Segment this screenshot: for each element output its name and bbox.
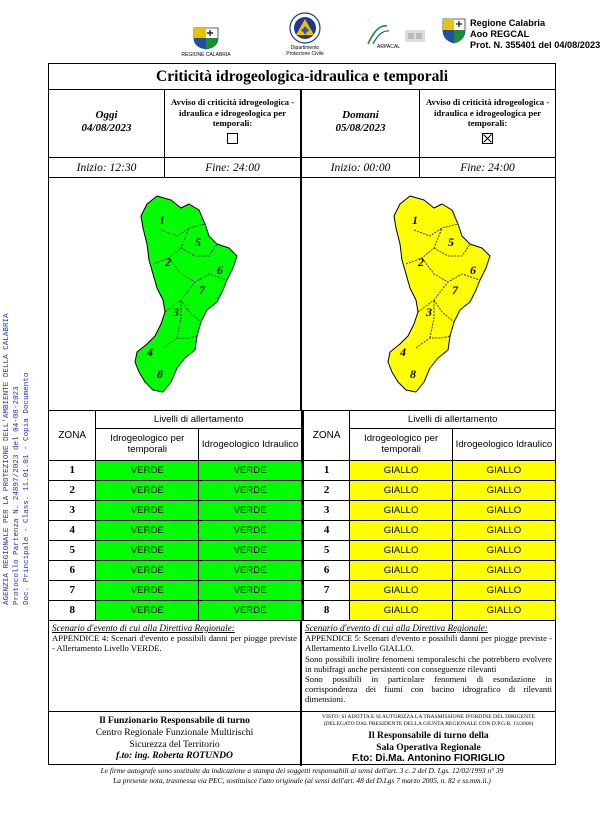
today-scenario-text: APPENDICE 4: Scenari d'evento e possibili danni per piogge previste - Allertamento Livello VERDE. <box>52 633 297 654</box>
page-header <box>0 0 600 62</box>
protezione-civile-logo <box>280 12 330 57</box>
tomorrow-zona-header: ZONA <box>303 411 350 460</box>
tomorrow-map-zone-label: 5 <box>448 235 454 249</box>
tomorrow-level-idraulico: GIALLO <box>452 480 555 500</box>
today-zone-row <box>49 500 302 520</box>
today-zone-row <box>49 600 302 620</box>
tomorrow-col-idraulico-header: Idrogeologico Idraulico <box>452 428 555 460</box>
footer-pec-note: La presente nota, trasmessa via PEC, sostituisce l'atto originale (ai sensi dell'art. 48 del D.Lgs 7 marzo 2005, n. 82 e ss.mm.ii.) <box>113 775 491 785</box>
today-zone-number: 7 <box>49 580 96 600</box>
today-zone-number: 6 <box>49 560 96 580</box>
tomorrow-map-zone-label: 3 <box>426 305 432 319</box>
today-start-time: Inizio: 12:30 <box>49 158 165 177</box>
tomorrow-level-temporali: GIALLO <box>350 520 453 540</box>
today-map-zone-label: 7 <box>199 283 205 297</box>
functionary-name: f.to: ing. Roberta ROTUNDO <box>116 750 233 761</box>
time-row <box>49 158 555 178</box>
tomorrow-zone-row <box>303 480 555 500</box>
functionary-center: Centro Regionale Funzionale Multirischi <box>95 727 254 738</box>
registry-protocol-block <box>442 18 600 51</box>
registry-text <box>470 18 600 51</box>
bulletin-frame <box>48 63 556 765</box>
today-date: 04/08/2023 <box>81 122 132 134</box>
sala-operativa-signature <box>302 712 555 766</box>
today-level-idraulico: VERDE <box>199 540 302 560</box>
tomorrow-avviso-text: Avviso di criticità idrogeologica - idraulica e idrogeologica per temporali: <box>425 97 550 128</box>
stamp-line-protocol: Protocollo Partenza N. 24897/2023 del 04-08-2023 <box>13 386 21 605</box>
tomorrow-avviso-checkbox[interactable] <box>482 133 493 144</box>
today-levels-table <box>49 411 302 620</box>
tomorrow-map-zone-label: 4 <box>400 345 406 359</box>
functionary-role: Il Funzionario Responsabile di turno <box>99 715 250 726</box>
tomorrow-level-temporali: GIALLO <box>350 580 453 600</box>
functionary-signature <box>49 712 302 766</box>
tomorrow-date: 05/08/2023 <box>335 122 386 134</box>
tomorrow-level-temporali: GIALLO <box>350 480 453 500</box>
responsabile-role: Il Responsabile di turno della <box>368 730 489 741</box>
today-level-idraulico: VERDE <box>199 500 302 520</box>
today-level-idraulico: VERDE <box>199 480 302 500</box>
tomorrow-level-temporali: GIALLO <box>350 540 453 560</box>
today-level-temporali: VERDE <box>96 560 199 580</box>
today-level-temporali: VERDE <box>96 460 199 480</box>
legal-footer <box>48 766 556 785</box>
maps-row <box>49 178 555 411</box>
tomorrow-scenario-title: Scenario d'evento di cui alla Direttiva Regionale: <box>305 623 488 633</box>
tomorrow-zone-number: 8 <box>303 600 350 620</box>
tomorrow-zone-number: 7 <box>303 580 350 600</box>
tomorrow-level-idraulico: GIALLO <box>452 460 555 480</box>
today-map-panel <box>49 178 302 411</box>
tomorrow-start-time: Inizio: 00:00 <box>302 158 420 177</box>
today-level-idraulico: VERDE <box>199 460 302 480</box>
today-map-zone-label: 8 <box>157 367 163 381</box>
tomorrow-zone-row <box>303 600 555 620</box>
protezione-civile-caption: Dipartimento Protezione Civile <box>286 45 324 57</box>
visto-note: VISTO: SI ADOTTA E SI AUTORIZZA LA TRASMISSIONE D'ORDINE DEL DIRIGENTE (DELEGATO DAL PRESIDENTE DELLA GIUNTA REGIONALE CON D.P.G.R. 13/2006) <box>322 714 535 727</box>
tomorrow-level-temporali: GIALLO <box>350 500 453 520</box>
tomorrow-level-idraulico: GIALLO <box>452 500 555 520</box>
today-calabria-map <box>49 178 302 411</box>
tomorrow-word: Domani <box>342 109 379 121</box>
today-map-zone-label: 5 <box>195 235 201 249</box>
today-zone-number: 4 <box>49 520 96 540</box>
tomorrow-scenario-p3: Sono possibili in particolare fenomeni di esondazione in corrispondenza dei fiumi con bacino idrografico di rilevanti dimensioni. <box>305 674 552 705</box>
tomorrow-map-group <box>388 196 490 392</box>
tomorrow-col-temporali-header: Idrogeologico per temporali <box>350 428 453 460</box>
today-level-idraulico: VERDE <box>199 560 302 580</box>
footer-signature-note: Le firme autografe sono sostituite da indicazione a stampa dei soggetti responsabili ai sensi dell'art. 3 c. 2 del D. Lgs. 12/02/1993 n° 39 <box>100 766 504 775</box>
tomorrow-map-zone-label: 8 <box>410 367 416 381</box>
today-zone-row <box>49 580 302 600</box>
tomorrow-zone-number: 6 <box>303 560 350 580</box>
today-level-temporali: VERDE <box>96 520 199 540</box>
tomorrow-zone-row <box>303 540 555 560</box>
tomorrow-scenario-p1: APPENDICE 5: Scenari d'evento e possibili danni per piogge previste - Allertamento Livello GIALLO. <box>305 633 552 654</box>
tomorrow-map-zone-label: 7 <box>452 283 458 297</box>
today-zone-number: 5 <box>49 540 96 560</box>
today-zone-row <box>49 460 302 480</box>
arpacal-caption: ARPACAL <box>377 44 400 50</box>
today-zone-number: 3 <box>49 500 96 520</box>
today-map-zone-label: 4 <box>147 345 153 359</box>
today-scenario <box>49 621 302 711</box>
today-level-temporali: VERDE <box>96 600 199 620</box>
responsabile-name: F.to: Di.Ma. Antonino FIORIGLIO <box>352 753 505 764</box>
tomorrow-calabria-map <box>302 178 555 411</box>
today-level-temporali: VERDE <box>96 500 199 520</box>
today-col-idraulico-header: Idrogeologico Idraulico <box>199 428 302 460</box>
today-avviso <box>165 90 302 157</box>
tomorrow-level-temporali: GIALLO <box>350 600 453 620</box>
sala-operativa-name: Sala Operativa Regionale <box>376 741 481 753</box>
tomorrow-livelli-header: Livelli di allertamento <box>350 411 555 428</box>
tomorrow-map-zone-label: 6 <box>470 263 476 277</box>
today-map-zone-label: 1 <box>159 213 165 227</box>
tomorrow-zone-row <box>303 460 555 480</box>
tomorrow-avviso <box>420 90 555 157</box>
today-avviso-checkbox[interactable] <box>227 133 238 144</box>
tomorrow-map-zone-label: 1 <box>412 213 418 227</box>
bulletin-title: Criticità idrogeologica-idraulica e temporali <box>49 64 555 90</box>
day-header-row <box>49 90 555 158</box>
tomorrow-zone-row <box>303 580 555 600</box>
side-protocol-stamp <box>2 245 32 605</box>
today-label <box>49 90 165 157</box>
registry-title: Regione Calabria <box>470 18 546 28</box>
tomorrow-level-temporali: GIALLO <box>350 560 453 580</box>
registry-aoo: Aoo REGCAL <box>470 29 530 39</box>
today-col-temporali-header: Idrogeologico per temporali <box>96 428 199 460</box>
arpacal-logo <box>363 22 433 50</box>
protezione-civile-icon <box>289 12 321 44</box>
tomorrow-zone-row <box>303 520 555 540</box>
tomorrow-zone-number: 4 <box>303 520 350 540</box>
tomorrow-map-zone-label: 2 <box>418 255 424 269</box>
tomorrow-zone-number: 5 <box>303 540 350 560</box>
tomorrow-zone-row <box>303 560 555 580</box>
today-level-idraulico: VERDE <box>199 600 302 620</box>
tomorrow-map-panel <box>302 178 555 411</box>
stamp-line-agency: AGENZIA REGIONALE PER LA PROTEZIONE DELL'AMBIENTE DELLA CALABRIA <box>3 313 11 605</box>
tomorrow-scenario-p2: Sono possibili inoltre fenomeni temporaleschi che potrebbero evolvere in nubifragi anche persistenti con conseguenze rilevanti <box>305 653 552 674</box>
tomorrow-region-outline <box>388 196 490 392</box>
regione-calabria-logo <box>180 26 232 58</box>
today-zone-number: 1 <box>49 460 96 480</box>
today-end-time: Fine: 24:00 <box>165 158 302 177</box>
today-livelli-header: Livelli di allertamento <box>96 411 302 428</box>
tomorrow-end-time: Fine: 24:00 <box>460 162 515 174</box>
alert-levels-section <box>49 411 555 621</box>
today-word: Oggi <box>95 109 118 121</box>
stamp-line-class: Doc. Principale - Class. 11.01.01 - Copia Documento <box>23 372 31 605</box>
tomorrow-level-temporali: GIALLO <box>350 460 453 480</box>
today-zone-row <box>49 560 302 580</box>
today-level-temporali: VERDE <box>96 580 199 600</box>
tomorrow-zone-number: 3 <box>303 500 350 520</box>
today-level-idraulico: VERDE <box>199 580 302 600</box>
tomorrow-zone-number: 2 <box>303 480 350 500</box>
tomorrow-level-idraulico: GIALLO <box>452 600 555 620</box>
today-zone-number: 2 <box>49 480 96 500</box>
today-scenario-title: Scenario d'evento di cui alla Direttiva Regionale: <box>52 623 235 633</box>
signatures-section <box>49 712 555 766</box>
today-zone-row <box>49 480 302 500</box>
today-level-temporali: VERDE <box>96 540 199 560</box>
today-zone-row <box>49 520 302 540</box>
tomorrow-label <box>302 90 420 157</box>
tomorrow-level-idraulico: GIALLO <box>452 560 555 580</box>
regione-logo-caption: REGIONE CALABRIA <box>181 52 231 58</box>
tomorrow-level-idraulico: GIALLO <box>452 540 555 560</box>
tomorrow-level-idraulico: GIALLO <box>452 520 555 540</box>
today-level-temporali: VERDE <box>96 480 199 500</box>
functionary-dept: Sicurezza del Territorio <box>129 738 220 750</box>
today-map-zone-label: 3 <box>173 305 179 319</box>
tomorrow-scenario <box>302 621 555 711</box>
today-level-idraulico: VERDE <box>199 520 302 540</box>
regione-crest-icon <box>442 18 466 44</box>
tomorrow-level-idraulico: GIALLO <box>452 580 555 600</box>
scenario-section <box>49 621 555 712</box>
today-zona-header: ZONA <box>49 411 96 460</box>
regione-shield-icon <box>192 26 220 50</box>
today-map-zone-label: 6 <box>217 263 223 277</box>
today-map-zone-label: 2 <box>165 255 171 269</box>
tomorrow-zone-row <box>303 500 555 520</box>
tomorrow-zone-number: 1 <box>303 460 350 480</box>
today-avviso-text: Avviso di criticità idrogeologica - idraulica e idrogeologica per temporali: <box>170 97 295 128</box>
today-map-group <box>135 196 237 392</box>
registry-protocol-number: Prot. N. 355401 del 04/08/2023 <box>470 40 600 50</box>
today-region-outline <box>135 196 237 392</box>
today-zone-number: 8 <box>49 600 96 620</box>
today-zone-row <box>49 540 302 560</box>
tomorrow-levels-table <box>302 411 555 620</box>
